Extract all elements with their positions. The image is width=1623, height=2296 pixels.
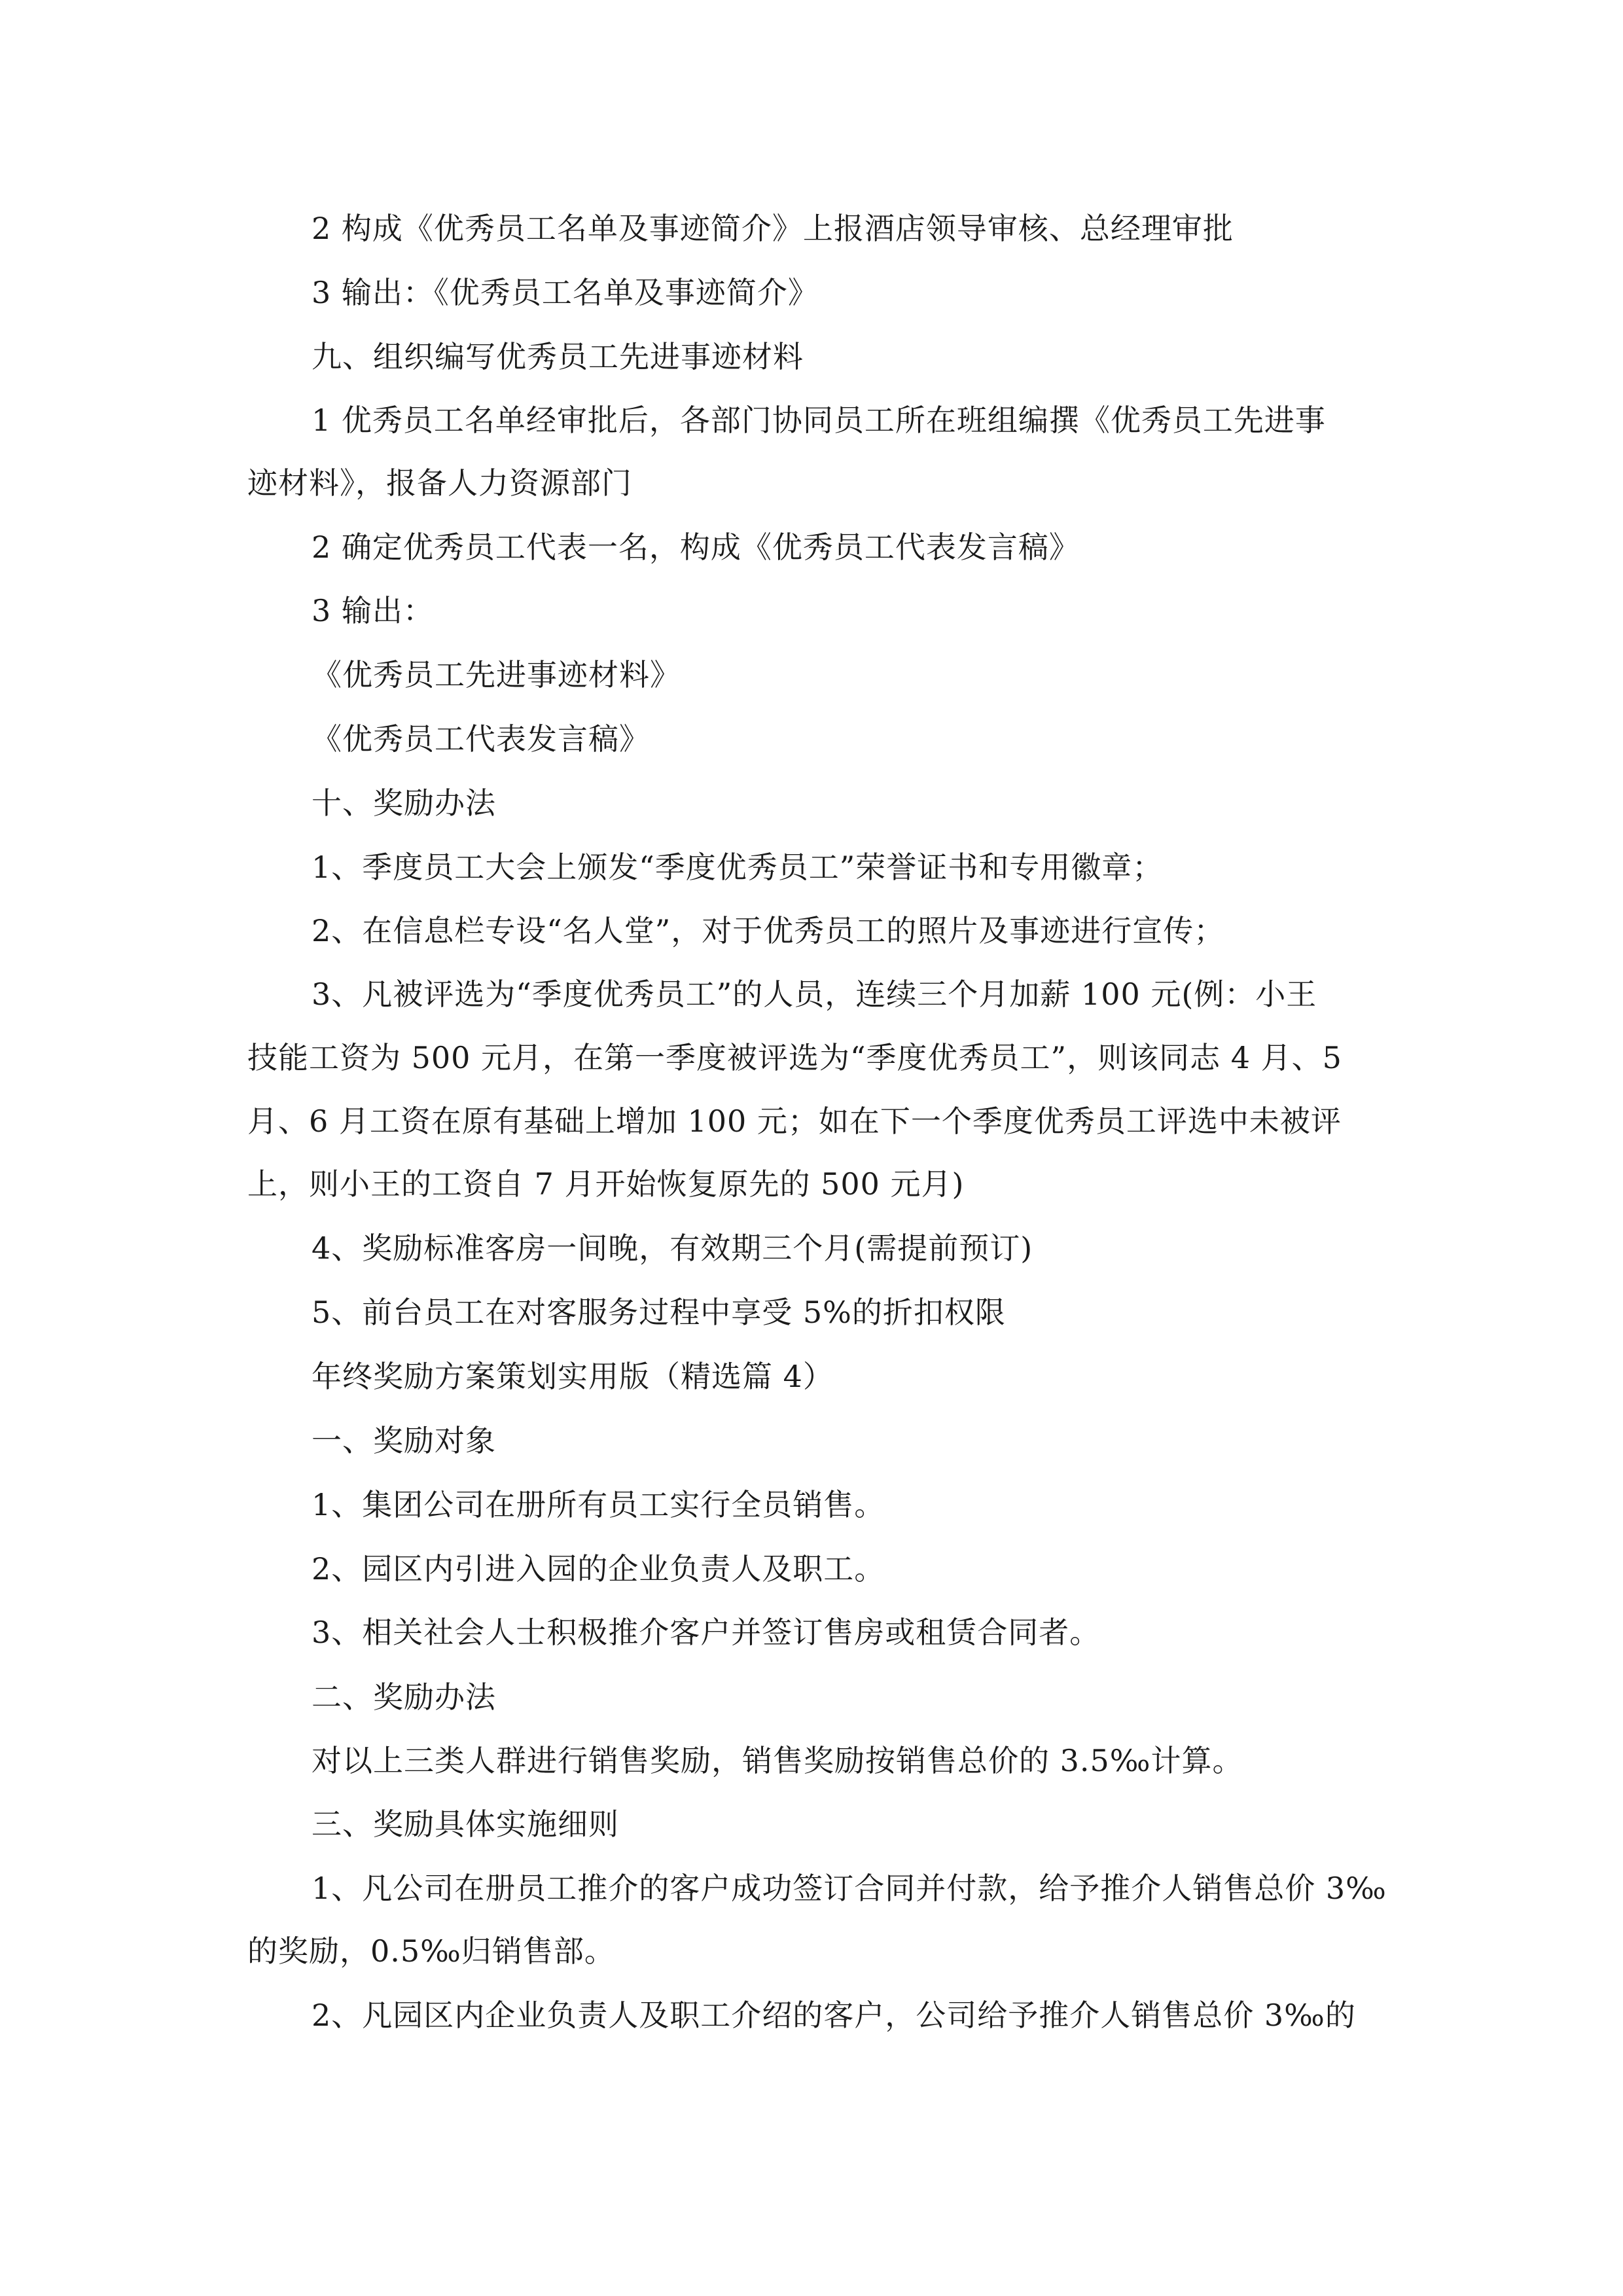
text-line-1: 2 构成《优秀员工名单及事迹简介》上报酒店领导审核、总经理审批 (312, 211, 1234, 246)
text-line-7: 3 输出： (312, 593, 434, 628)
text-line-6: 2 确定优秀员工代表一名，构成《优秀员工代表发言稿》 (312, 529, 1080, 565)
text-line-8: 《优秀员工先进事迹材料》 (312, 657, 681, 692)
section-heading-2: 二、奖励办法 (312, 1679, 496, 1715)
text-line-18: 5、前台员工在对客服务过程中享受 5%的折扣权限 (312, 1295, 1006, 1330)
text-line-15: 月、6 月工资在原有基础上增加 100 元；如在下一个季度优秀员工评选中未被评 (247, 1103, 1342, 1139)
section-heading-10: 十、奖励办法 (312, 785, 496, 821)
text-line-11: 1、季度员工大会上颁发“季度优秀员工”荣誉证书和专用徽章； (312, 850, 1164, 885)
text-line-13: 3、凡被评选为“季度优秀员工”的人员，连续三个月加薪 100 元(例：小王 (312, 977, 1317, 1012)
text-line-25: 对以上三类人群进行销售奖励，销售奖励按销售总价的 3.5‰计算。 (312, 1743, 1243, 1778)
text-line-14: 技能工资为 500 元月，在第一季度被评选为“季度优秀员工”，则该同志 4 月、5 (247, 1040, 1342, 1075)
section-heading-1: 一、奖励对象 (312, 1423, 496, 1458)
text-line-16: 上，则小王的工资自 7 月开始恢复原先的 500 元月) (247, 1166, 965, 1202)
text-line-23: 3、相关社会人士积极推介客户并签订售房或租赁合同者。 (312, 1615, 1101, 1650)
text-line-4: 1 优秀员工名单经审批后，各部门协同员工所在班组编撰《优秀员工先进事 (312, 403, 1326, 438)
text-line-28: 的奖励，0.5‰归销售部。 (247, 1933, 615, 1969)
text-line-21: 1、集团公司在册所有员工实行全员销售。 (312, 1487, 885, 1522)
section-heading-9: 九、组织编写优秀员工先进事迹材料 (312, 339, 804, 374)
section-heading-3: 三、奖励具体实施细则 (312, 1806, 619, 1842)
text-line-29: 2、凡园区内企业负责人及职工介绍的客户，公司给予推介人销售总价 3‰的 (312, 1998, 1356, 2033)
text-line-2: 3 输出：《优秀员工名单及事迹简介》 (312, 275, 819, 310)
text-line-12: 2、在信息栏专设“名人堂”，对于优秀员工的照片及事迹进行宣传； (312, 913, 1225, 948)
text-line-9: 《优秀员工代表发言稿》 (312, 721, 650, 757)
text-line-17: 4、奖励标准客房一间晚，有效期三个月(需提前预订) (312, 1230, 1033, 1266)
text-line-5: 迹材料》，报备人力资源部门 (247, 465, 632, 501)
article-title: 年终奖励方案策划实用版（精选篇 4） (312, 1359, 834, 1394)
text-line-22: 2、园区内引进入园的企业负责人及职工。 (312, 1551, 885, 1587)
text-line-27: 1、凡公司在册员工推介的客户成功签订合同并付款，给予推介人销售总价 3‰ (312, 1871, 1387, 1906)
